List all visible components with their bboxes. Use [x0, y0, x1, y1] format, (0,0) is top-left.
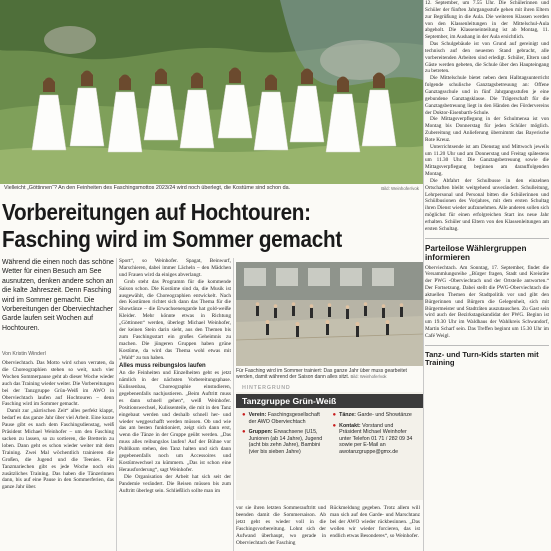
news-heading: Parteilose Wählergruppen informieren	[425, 243, 527, 263]
top-photo-caption-text: Vielleicht „Göttinnen“? An den Feinheiten des Faschingsmottos 2023/24 wird noch überlegt, die Kostüme sind schon da.	[4, 185, 291, 191]
article-column-2	[119, 258, 231, 551]
column-divider	[116, 258, 117, 551]
lower-column-2	[330, 505, 420, 551]
school-news-body	[425, 0, 549, 233]
training-photo-illustration	[236, 262, 423, 366]
news-paragraph: Oberviechtach. Am Sonntag, 17. September, findet die Versammlungsreihe „Bürger fragen, Stadt und Kreisräte der PWG -Oberviechtach und der Ortsteile antworten.“ Der Fortsetzung. Dabei stellt die PWG-Oberviechtach die aktuellen Themen der Stadtpolitik vor und gibt den Bürgerinnen und Bürgern die Gelegenheit, sich mit Bürgermeister und Stadträten auszutauschen. Zu Gast sein wird auch der Bezirkstagskandidat der PWG. Beginn ist um 19.30 Uhr im Waldhaus der Wahlkreis Schwandorf, Martin Scharf sein. Das Treffen beginnt um 15.30 Uhr im Café Weigl.	[425, 264, 549, 339]
right-column-divider	[423, 0, 424, 551]
bullet-icon: ●	[242, 412, 246, 418]
info-item-text: Garde- und Showtänze	[357, 412, 412, 418]
bullet-icon: ●	[242, 429, 246, 435]
info-item-text: Erwachsene (U15, Junioren (ab 14 Jahre), Jugend (acht bis zehn Jahre), Bambini (vier bis sieben Jahre)	[248, 429, 323, 455]
column-divider	[233, 258, 234, 551]
column-1-paragraph: Damit zur „närrischen Zeit“ alles perfekt klappt, bedarf es das ganze Jahr über viel Arbeit. Eine kurze Pause gibt es nach dem Faschingsdienstag, weiß Präsident Michael Weinhofer – um den Fasching sacken zu lassen, so zu sortieren, die Bretterin zu loben. Dann geht es schon wieder weiter mit dem Training. Zwei Mal wöchentlich trainieren die Großen, die Jugend und die Teenies. Für Tanzmariechen gibt es jede Woche noch ein zusätzliches Training. Das haben die Tänzerinnen dann, bis auf eine Pause in den Sommerferien, das ganze Jahr über.	[2, 408, 114, 491]
info-box-tag: HINTERGRUND	[236, 384, 423, 392]
bullet-icon: ●	[332, 412, 337, 418]
info-item	[333, 423, 418, 456]
column-2-paragraph: Grob steht das Programm für die kommende Saison schon. Die Kostüme sind da, die Musik ist ausgewählt, die Choreographien entwickelt. Nach den Kostümen richtet sich dann das Thema für die Showtänze – die Erwachsenengarde hat gold-weiße Kleider. Mehr könnte etwas in Richtung „Göttinnen“ werden, überlegt Michael Weinhofer, der keinen Stein darin sieht, aus den Themen bis zum Faschingsstart ein großes Geheimnis zu machen. Die jüngeren Gruppen haben grüne Kostüme, da wird das Thema wohl etwas mit „Wald“ zu tun haben.	[119, 278, 231, 361]
info-item	[333, 412, 418, 419]
dancers-photo-illustration	[0, 0, 423, 184]
right-column-paragraph: Die Mittagsverpflegung in der Schulmensa ist von Montag bis Donnerstag für jeden Schüler möglich. Zubereitung und Anlieferung übernimmt das Bayerische Rote Kreuz.	[425, 116, 549, 143]
bullet-icon: ●	[332, 422, 337, 429]
info-item	[242, 429, 327, 455]
training-photo-caption-text: Für Fasching wird im Sommer trainiert: Das ganze Jahr über muss gearbeitet werden, damit während der Saison dann alles sitzt.	[236, 368, 407, 381]
right-column-paragraph: 12. September, um 7.55 Uhr. Die Schülerinnen und Schüler der fünften Jahrgangsstufe gehen mit ihren Eltern zur Begrüßung in die Aula. Die weiteren Klassen werden von den Klassenleitungen in der Mittelschul-Aula abgeholt. Die Klasseneinteilung ist ab Montag, 11. September, im Aushang in der Aula ersichtlich.	[425, 0, 549, 41]
column-2-paragraph: Sport“, so Weinhofer. Spagat, Beinwurf, Marschieren, dabei immer Lächeln – den Mädchen und Frauen wird da einiges abverlangt.	[119, 258, 231, 278]
info-item-label: Gruppen:	[248, 429, 273, 435]
right-column-paragraph: Das Schulgebäude ist von Grund auf gereinigt und technisch auf den neuesten Stand gebracht, alle vorbereitenden Arbeiten sind erledigt. Schüler, Eltern und Gäste werden gebeten, die Schule über den Haupteingang zu betreten.	[425, 41, 549, 75]
right-news-column	[425, 0, 549, 551]
info-box-left-column	[242, 412, 327, 459]
training-photo-caption	[236, 368, 423, 381]
info-item-label: Kontakt:	[339, 422, 361, 429]
training-photo-credit: Bild: Weinhofer/vok	[350, 374, 387, 380]
news-body	[425, 265, 549, 340]
headline-line-1: Vorbereitungen auf Hochtouren:	[2, 199, 311, 225]
info-item-text: Vorstand und Präsident Michael Weinhofer unter Telefon 01 71 / 282 09 34 sowie per E-Mail an awotanzgruppe@gmx.de	[339, 422, 413, 455]
background-info-box	[236, 384, 423, 500]
news-separator	[425, 345, 549, 346]
info-item-label: Tänze:	[339, 412, 356, 418]
info-box-items	[236, 408, 423, 459]
lower-column-text: Rückmeldung gegeben. Trotz allem will man sich auf den Garde- und Marschtanz bei der AWO wieder rückbesinnen. „Das wollen wir wieder forcieren, das ist endlich etwas Besonderes“, so Weinhofer.	[330, 505, 420, 539]
column-1-paragraph: Oberviechtach. Das Motto wird schon verraten, da die Choreographien stehen so weit, nach vier Wochen Sommerpause geht ab dieser Woche wieder auch das Training wieder weiter. Die Vorbereitungen bei der Tanzgruppe Grün-Weiß im AWO in Oberviechtach laufen auf Hochtouren – denn Fasching wird im Sommer gemacht.	[2, 360, 114, 408]
news-separator	[425, 238, 549, 239]
article-subhead: Alles muss reibungslos laufen	[119, 362, 206, 369]
headline-line-2: Fasching wird im Sommer gemacht	[2, 226, 343, 252]
info-item-text: Faschingsgesellschaft der AWO Oberviechtach	[248, 412, 320, 425]
lower-column-text: vor sie ihren letzten Sommerauftritt und beenden damit die Sommersaison. Ab jetzt geht es wieder voll in die Faschingsvorbereitung. Lohnt sich der Aufwand überhaupt, wo gerade in Oberviechtach der Fasching	[236, 505, 326, 546]
lower-column-1	[236, 505, 326, 551]
column-2-paragraph: An die Feinheiten und Einzelheiten geht es jetzt nämlich in der nächsten Vorbereitungsphase. Kulissenbau, Choreographie einstudieren, gegebenenfalls nachjustieren. „Beim Auftritt muss es dann schnell gehen“, weiß Weinhofer. Positionswechsel, Kulissenteile, die mit in den Tanz eingebaut werden und deshalb schnell her- und wieder weggeschafft werden müssen. Ob und wie das am besten funktioniert, zeigt sich dann erst, wenn die Tänze in der Gruppe geübt werden. „Das muss alles reibungslos laufen! Auf der Bühne vor Publikum stehen, den Tanz halten und sich dann gegebenenfalls noch um Accessoires und Kostümwechsel zu kümmern. „Das ist schon eine Herausforderung“, sagt Weinhofer.	[119, 370, 231, 473]
article-author: Von Kristin Winderl	[2, 351, 46, 357]
column-2-paragraph: Die Organisation der Arbeit hat sich seit der Pandemie verändert. Die Reisen müssen bis zum Auftritt überlegt sein. Schließlich sollte man im	[119, 473, 231, 494]
right-column-paragraph: Die Mittelschule bietet neben dem Halbtagsunterricht folgende schulische Ganztagsbetreuung an: Offene Ganztagsschule und in fünf Jahrgangsstufen je eine gebundene Ganztagsklasse. Die Trägerschaft für die Ganztagsbetreuung liegt in den Händen des Fördervereins der Doktor-Eisenbarth-Schule.	[425, 75, 549, 116]
top-photo-credit: Bild: Weinhofer/vok	[381, 186, 419, 191]
info-box-right-column	[333, 412, 418, 459]
info-item	[242, 412, 327, 425]
top-photo-caption	[4, 185, 419, 192]
training-photo	[236, 262, 423, 366]
article-column-1	[2, 360, 114, 551]
article-lead: Während die einen noch das schöne Wetter für einen Besuch am See ausnutzen, denken andere schon an die kalte Jahreszeit. Denn Fasching wird im Sommer gemacht. Die Vorbereitungen der Oberviechtacher Garde laufen seit Wochen auf Hochtouren.	[2, 259, 114, 332]
info-box-title: Tanzgruppe Grün-Weiß	[236, 394, 423, 408]
right-column-paragraph: Unterrichtsende ist am Dienstag und Mittwoch jeweils um 11.20 Uhr und am Donnerstag und Freitag spätestens um 11.30 Uhr. Die Ganztagsbetreuung sowie die Mittagsverpflegung beginnen am darauffolgenden Montag.	[425, 143, 549, 178]
dancers-photo	[0, 0, 423, 184]
right-column-paragraph: Die Abfahrt der Schulbusse in den einzelnen Ortschaften bleibt weitgehend unverändert. Schulleitung, Lehrpersonal und Personal bitten die Schülerinnen und Schülbusionen des Vorjahres, mit dem ersten Schultag ihren Dienst wieder aufzunehmen. Alle anderen sollen sich möglichst für einen erfolgreichen Start ins neue Jahr erhalten. Schüler und Eltern von den Klassenleitungen am ersten Schultag.	[425, 177, 549, 232]
info-item-label: Verein:	[248, 412, 267, 418]
bottom-news-heading: Tanz- und Turn-Kids starten mit Training	[425, 349, 539, 368]
